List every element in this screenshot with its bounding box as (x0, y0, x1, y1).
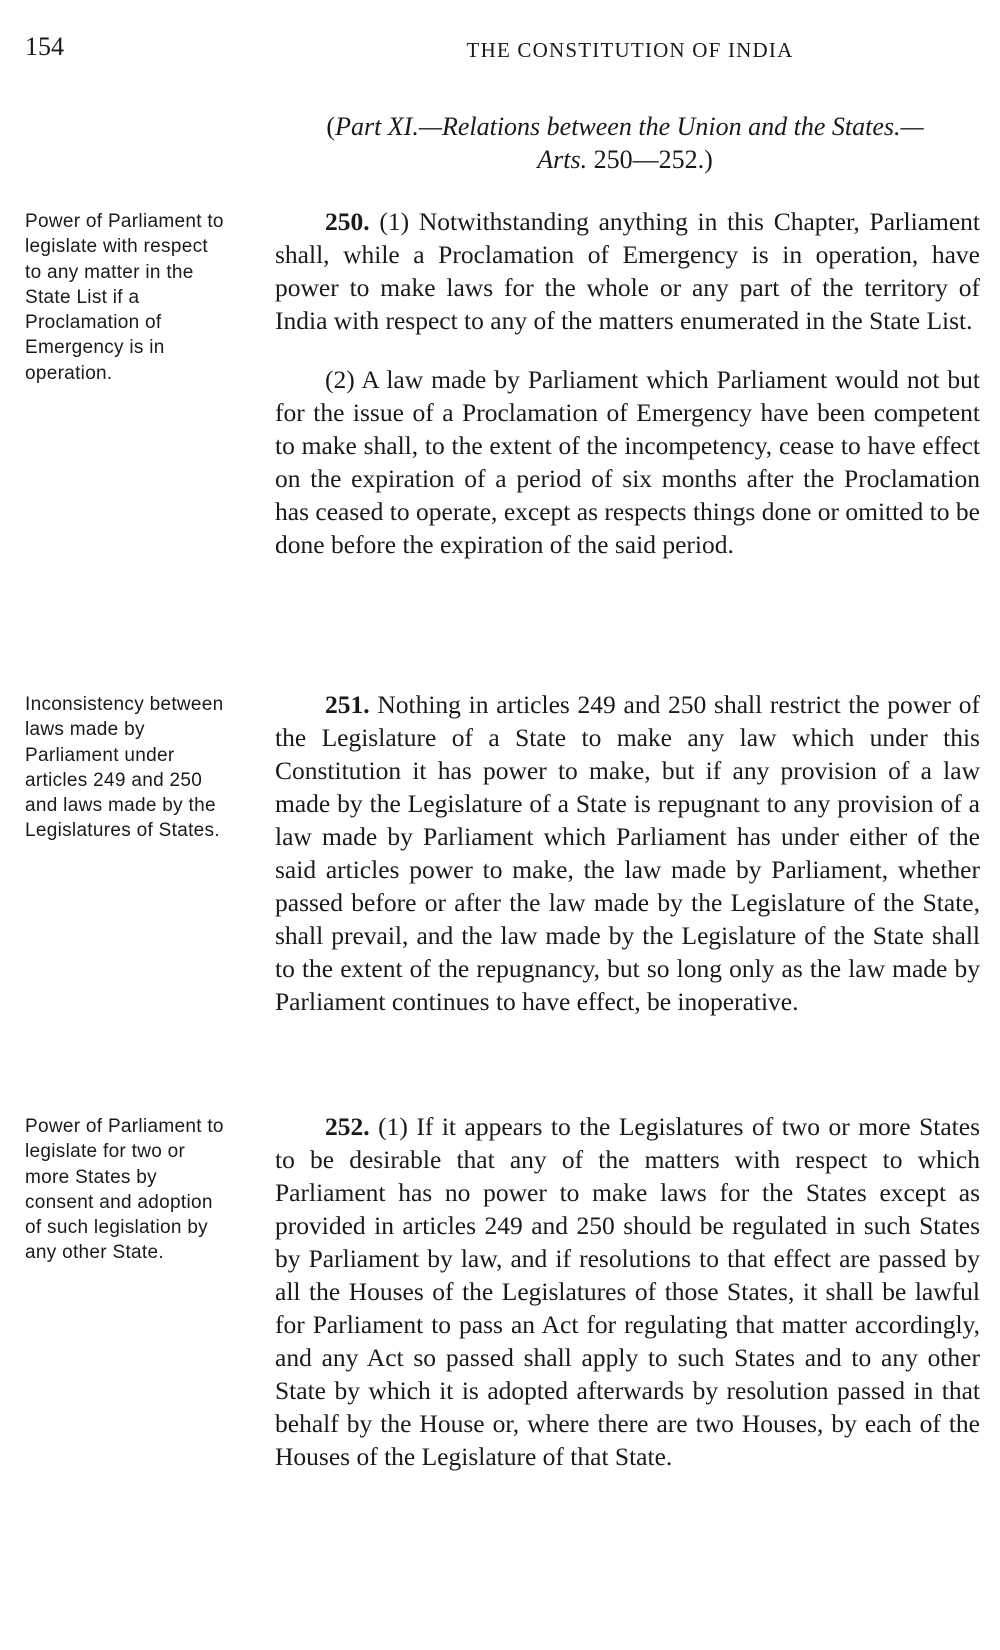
article-251-para-1-text: Nothing in articles 249 and 250 shall restrict the power of the Legislature of a State to make any law which under this Constitution it has power to make, but if any provision of a law made by the Legislature of a State is repugnant to any provision of a law made by Parliament which Parliament has under either of the said articles power to make, the law made by Parliament, whether passed before or after the law made by the Legislature of the State, shall prevail, and the law made by the Legislature of the State shall to the extent of the repugnancy, but so long only as the law made by Parliament continues to have effect, be inoperative. (275, 690, 980, 1016)
page-number: 154 (25, 32, 64, 61)
article-251-para-1 (275, 688, 980, 1018)
part-heading-arts-label: Arts. (537, 145, 588, 174)
article-252-body (275, 1110, 980, 1499)
running-title: THE CONSTITUTION OF INDIA (466, 38, 794, 62)
article-251-body (275, 688, 980, 1044)
article-number-251: 251. (325, 690, 370, 719)
article-250-para-2: (2) A law made by Parliament which Parliament would not but for the issue of a Proclamation of Emergency have been competent to make shall, to the extent of the incompetency, cease to have effect on the expiration of a period of six months after the Proclamation has ceased to operate, except as respects things done or omitted to be done before the expiration of the said period. (275, 365, 980, 559)
margin-note-252: Power of Parliament to legislate for two or more States by consent and adoption of such legislation by any other State. (25, 1116, 224, 1264)
margin-note-251: Inconsistency between laws made by Parliament under articles 249 and 250 and laws made by the Legislatures of States. (25, 694, 224, 842)
margin-note-250: Power of Parliament to legislate with respect to any matter in the State List if a Proclamation of Emergency is in operation. (25, 211, 224, 384)
article-number-250: 250. (325, 207, 370, 236)
part-heading (270, 110, 980, 176)
article-number-252: 252. (325, 1112, 370, 1141)
article-250-body (275, 205, 980, 587)
part-heading-part: Part XI.—Relations between the Union and the States.— (335, 112, 924, 141)
article-250-para-1 (275, 205, 980, 337)
article-252-para-1-text: (1) If it appears to the Legislatures of two or more States to be desirable that any of the matters with respect to which Parliament has no power to make laws for the States except as provided in articles 249 and 250 should be regulated in such States by Parliament by law, and if resolutions to that effect are passed by all the Houses of the Legislatures of those States, it shall be lawful for Parliament to pass an Act for regulating that matter accordingly, and any Act so passed shall apply to such States and to any other State by which it is adopted afterwards by resolution passed in that behalf by the House or, where there are two Houses, by each of the Houses of the Legislature of that State. (275, 1112, 980, 1471)
part-heading-open: ( (326, 112, 336, 141)
article-250-para-1-text: (1) Notwithstanding anything in this Chapter, Parliament shall, while a Proclamation of Emergency is in operation, have power to make laws for the whole or any part of the territory of India with respect to any of the matters enumerated in the State List. (275, 207, 980, 335)
part-heading-arts-range: 250—252.) (587, 145, 713, 174)
article-252-para-1 (275, 1110, 980, 1473)
